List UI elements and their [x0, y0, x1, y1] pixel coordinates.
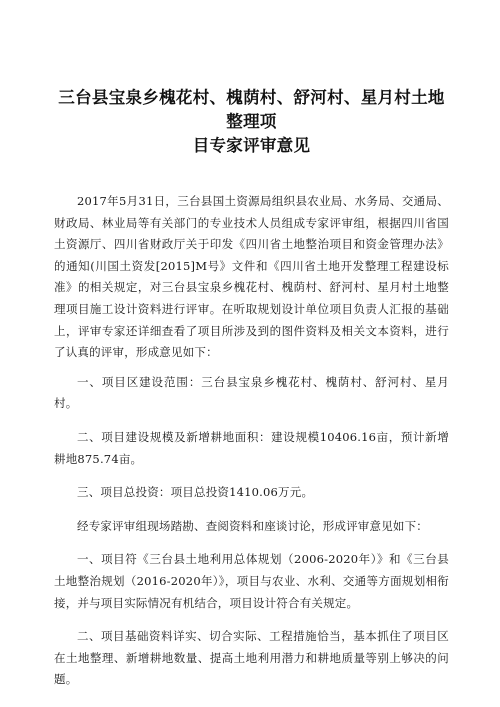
- paragraph-investment: 三、项目总投资：项目总投资1410.06万元。: [77, 485, 314, 500]
- paragraph-intro: 2017年5月31日，三台县国土资源局组织县农业局、水务局、交通局、财政局、林业局等有关部门的专业技术人员组成专家评审组，根据四川省国土资源厅、四川省财政厅关于印发《四川省土地整治项目和资金管理办法》的通知(川国土资发[2015]M号》文件和《四川省土地开发整理工程建设标准》的相关规定，对三台县宝泉乡槐花村、槐荫村、舒河村、星月村土地整理项目施工设计资料进行评审。在听取规划设计单位项目负责人汇报的基础上，评审专家还详细查看了项目所涉及到的图件资料及相关文本资料，进行了认真的评审，形成意见如下：: [54, 194, 449, 360]
- paragraph-opinion-1: 一、项目符《三台县土地利用总体规划（2006-2020年）》和《三台县土地整治规划（2016-2020年）》，项目与农业、水利、交通等方面规划相衔接，并与项目实际情况有机结合，项目设计符合有关规定。: [54, 552, 449, 610]
- title-line-1: 三台县宝泉乡槐花村、槐荫村、舒河村、星月村土地整理项: [58, 88, 445, 131]
- paragraph-scale: 二、项目建设规模及新增耕地面积：建设规模10406.16亩，预计新增耕地875.74亩。: [54, 429, 449, 466]
- paragraph-scope: 一、项目区建设范围：三台县宝泉乡槐花村、槐荫村、舒河村、星月村。: [54, 374, 449, 411]
- paragraph-opinion-2: 二、项目基础资料详实、切合实际、工程措施恰当，基本抓住了项目区在土地整理、新增耕地数量、提高土地利用潜力和耕地质量等别上够决的问题。: [54, 629, 449, 687]
- title-line-2: 目专家评审意见: [192, 136, 311, 155]
- document-title: [54, 86, 449, 158]
- paragraph-review-intro: 经专家评审组现场踏勘、查阅资料和座谈讨论，形成评审意见如下：: [77, 518, 428, 533]
- document-body: [54, 191, 449, 691]
